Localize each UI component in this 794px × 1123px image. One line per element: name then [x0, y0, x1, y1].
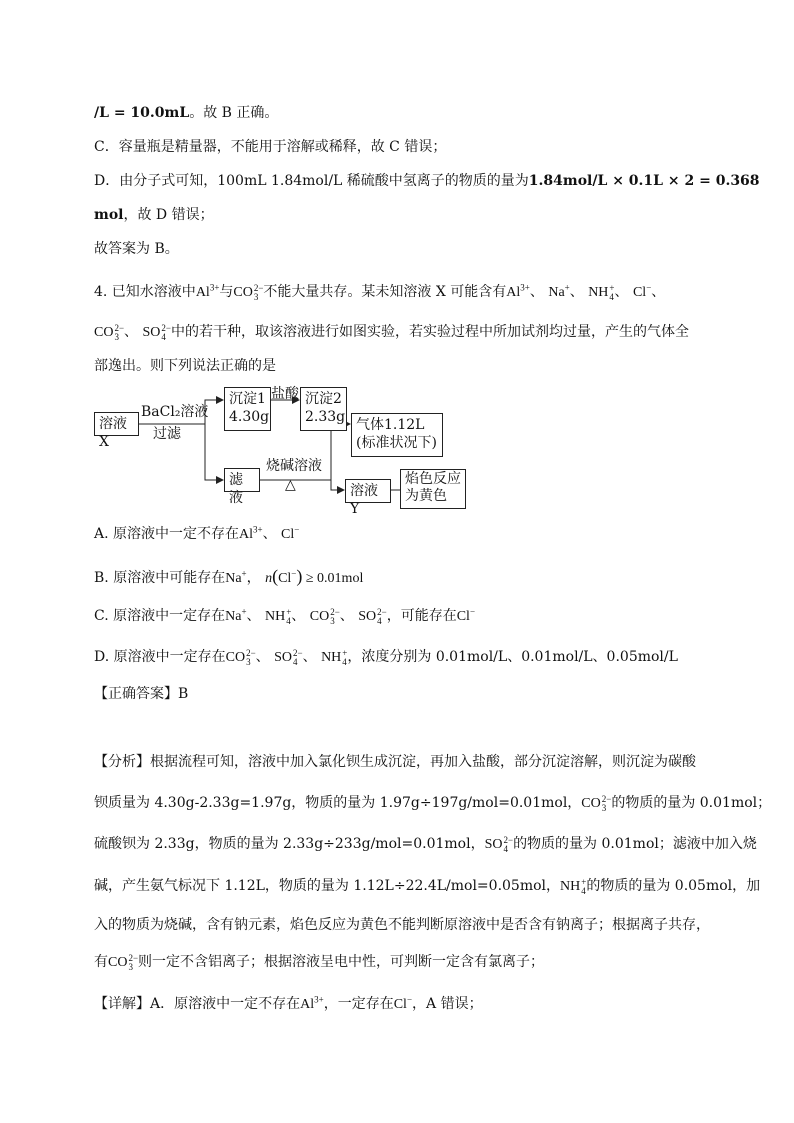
- gas-volume: 气体1.12L: [356, 417, 425, 433]
- amount-expression: n(Cl−) ≥ 0.01mol: [265, 566, 364, 586]
- separator: 、: [651, 284, 666, 300]
- ion-al: $Al^{3+}$: [239, 524, 263, 542]
- ion-co3: CO 2− 3: [94, 322, 125, 342]
- formula-text: mol: [94, 207, 124, 223]
- solution-y-box: 溶液Y: [345, 479, 391, 503]
- correct-answer: 【正确答案】B: [94, 686, 189, 702]
- ion-na: Na+: [225, 606, 247, 624]
- precipitate2-mass: 2.33g: [305, 409, 346, 425]
- separator: 、: [262, 526, 277, 542]
- ion-na: Na+: [225, 568, 247, 586]
- ion-co3: CO 2− 3: [309, 606, 340, 626]
- ion-so4: SO 2− 4: [142, 322, 171, 342]
- ion-nh4: NH + 4: [588, 282, 615, 302]
- text-fragment: 钡质量为 4.30g-2.33g=1.97g，物质的量为 1.97g÷197g/mol=0.01mol，: [94, 795, 582, 811]
- gas-box: [351, 413, 443, 457]
- ion-cl: Cl−: [281, 524, 300, 542]
- analysis-line: [94, 952, 544, 973]
- text-fragment: 碱，产生氨气标况下 1.12L，物质的量为 1.12L÷22.4L/mol=0.05mol，: [94, 878, 561, 894]
- text-fragment: ，可能存在: [386, 608, 457, 624]
- ion-nh4: NH + 4: [560, 876, 587, 896]
- formula-text: /L = 10.0mL: [94, 105, 190, 121]
- flame-test-box: [400, 469, 466, 509]
- analysis-line: [94, 834, 757, 855]
- text-fragment: ，故 D 错误；: [123, 207, 214, 223]
- precipitate1-box: [224, 387, 271, 431]
- separator: 、: [302, 649, 317, 665]
- option-d: [94, 647, 678, 668]
- arrow-to-gas: [331, 424, 350, 480]
- ion-cl: Cl−: [456, 606, 476, 624]
- reagent-bacl2-label: BaCl₂溶液: [141, 404, 209, 420]
- text-fragment: 4. 已知水溶液中: [94, 284, 196, 300]
- text-fragment: D．由分子式可知，100mL 1.84mol/L 稀硫酸中氢离子的物质的量为: [94, 173, 529, 189]
- filtrate-box: 滤液: [224, 468, 260, 492]
- text-fragment: 的物质的量为 0.01mol；: [611, 795, 772, 811]
- text-fragment: ，A 错误；: [412, 996, 483, 1012]
- ion-so4: SO 2− 4: [274, 647, 303, 667]
- ion-so4: SO 2− 4: [484, 834, 514, 854]
- ion-co3: CO 2− 3: [581, 793, 612, 813]
- separator: 、: [569, 284, 584, 300]
- text-fragment: 与: [219, 284, 234, 300]
- text-fragment: 硫酸钡为 2.33g，物质的量为 2.33g÷233g/mol=0.01mol，: [94, 836, 485, 852]
- text-line: 故答案为 B。: [94, 241, 179, 257]
- solution-x-box: 溶液X: [94, 412, 139, 436]
- analysis-line: [94, 876, 760, 897]
- precipitate1-mass: 4.30g: [229, 409, 270, 425]
- question-line: 部逸出。则下列说法正确的是: [94, 358, 276, 374]
- text-fragment: D. 原溶液中一定存在: [94, 649, 226, 665]
- gas-condition: (标准状况下): [356, 435, 437, 451]
- detail-line: [94, 994, 483, 1015]
- ion-al: $Al^{3+}$: [300, 994, 324, 1012]
- ion-cl: Cl−: [632, 282, 652, 300]
- ion-na: Na+: [548, 282, 570, 300]
- text-fragment: 有: [94, 954, 108, 970]
- analysis-line: [94, 793, 771, 814]
- text-fragment: ，浓度分别为 0.01mol/L、0.01mol/L、0.05mol/L: [347, 649, 678, 665]
- option-b: [94, 566, 363, 589]
- analysis-line: 【分析】根据流程可知，溶液中加入氯化钡生成沉淀，再加入盐酸，部分沉淀溶解，则沉淀为碳酸: [94, 754, 696, 770]
- ion-co3: CO 2− 3: [225, 647, 256, 667]
- text-fragment: 的物质的量为 0.05mol，加: [586, 878, 761, 894]
- flame-test-text: 焰色反应: [405, 471, 461, 487]
- option-c: [94, 606, 475, 627]
- flame-test-result: 为黄色: [405, 488, 447, 504]
- hcl-label: 盐酸: [271, 386, 299, 402]
- ion-nh4: NH + 4: [321, 647, 348, 667]
- text-fragment: ，一定存在: [323, 996, 394, 1012]
- arrow-to-solution-y: [331, 480, 344, 490]
- separator: 、: [614, 284, 629, 300]
- ion-so4: SO 2− 4: [358, 606, 387, 626]
- naoh-label: 烧碱溶液: [266, 458, 322, 474]
- analysis-line: 入的物质为烧碱，含有钠元素，焰色反应为黄色不能判断原溶液中是否含有钠离子；根据离子共存，: [94, 917, 710, 933]
- arrow-to-filtrate: [205, 424, 223, 480]
- separator: 、: [246, 608, 261, 624]
- text-fragment: A. 原溶液中一定不存在: [94, 526, 240, 542]
- ion-al: $Al^{3+}$: [506, 282, 530, 300]
- ion-nh4: NH + 4: [264, 606, 292, 626]
- separator: 、: [291, 608, 306, 624]
- ion-al: $Al^{3+}$: [195, 282, 220, 300]
- ion-cl: Cl−: [393, 994, 413, 1012]
- ion-co3: CO 2− 3: [233, 282, 264, 302]
- option-a: [94, 524, 299, 545]
- separator: ，: [246, 570, 261, 586]
- text-fragment: 则一定不含铝离子；根据溶液呈电中性，可判断一定含有氯离子；: [138, 954, 545, 970]
- precipitate1-name: 沉淀1: [229, 391, 266, 407]
- text-line: C．容量瓶是精量器，不能用于溶解或稀释，故 C 错误；: [94, 139, 447, 155]
- filter-label: 过滤: [153, 426, 181, 442]
- precipitate2-name: 沉淀2: [305, 391, 342, 407]
- text-fragment: 中的若干种，取该溶液进行如图实验，若实验过程中所加试剂均过量，产生的气体全: [170, 324, 689, 340]
- text-fragment: B. 原溶液中可能存在: [94, 570, 226, 586]
- ion-co3: CO 2− 3: [108, 952, 139, 972]
- text-fragment: C. 原溶液中一定存在: [94, 608, 226, 624]
- separator: 、: [529, 284, 544, 300]
- separator: 、: [255, 649, 270, 665]
- separator: 、: [124, 324, 139, 340]
- formula-text: 1.84mol/L × 0.1L × 2 = 0.368: [528, 173, 760, 189]
- text-fragment: 不能大量共存。某未知溶液 X 可能含有: [263, 284, 507, 300]
- text-fragment: 【详解】A．原溶液中一定不存在: [94, 996, 301, 1012]
- precipitate2-box: [300, 387, 347, 431]
- text-fragment: 。故 B 正确。: [189, 105, 279, 121]
- heat-symbol: △: [285, 477, 296, 493]
- text-fragment: 的物质的量为 0.01mol；滤液中加入烧: [513, 836, 757, 852]
- separator: 、: [339, 608, 354, 624]
